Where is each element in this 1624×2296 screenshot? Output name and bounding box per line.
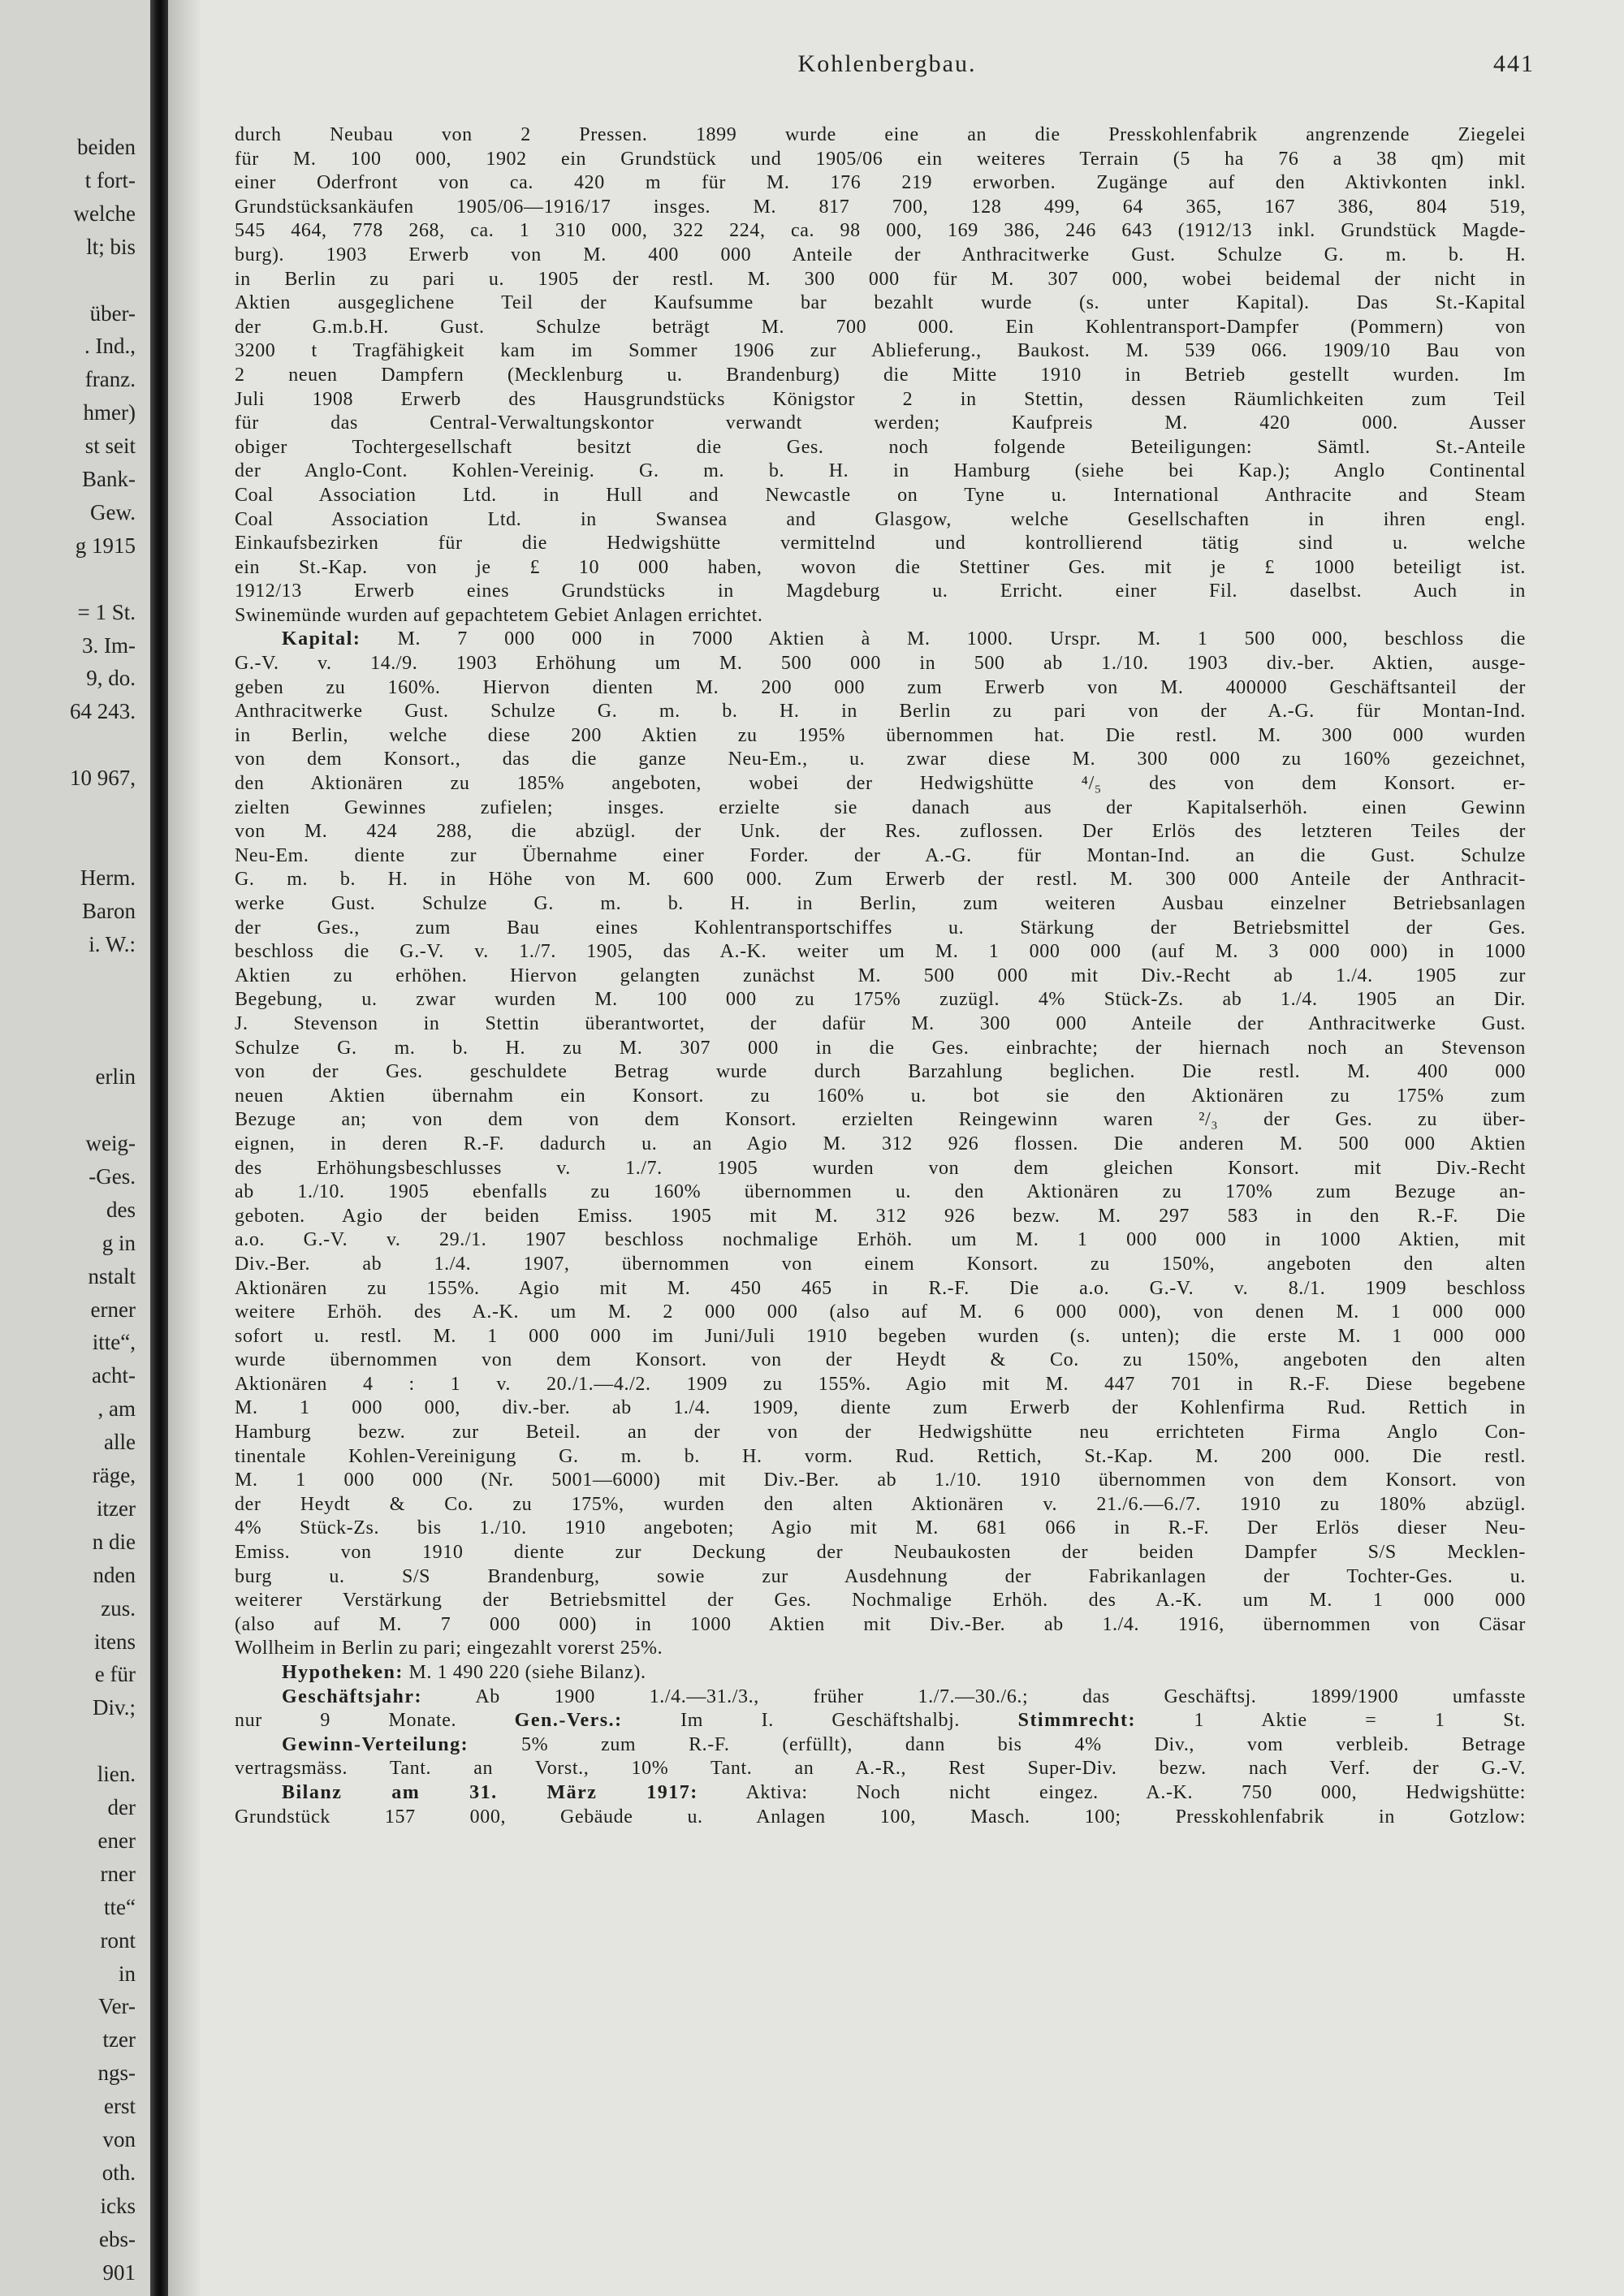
text-segment: 3200 t Tragfähigkeit kam im Sommer 1906 zur Ablieferung., Baukost. M. 539 066. 1909/10 Bau von xyxy=(235,340,1526,362)
section-heading: Geschäftsjahr: xyxy=(282,1685,422,1707)
left-page-line: oth. xyxy=(102,2160,136,2185)
text-segment: der G.m.b.H. Gust. Schulze beträgt M. 700 000. Ein Kohlentransport-Dampfer (Pommern) von xyxy=(235,316,1526,338)
section-heading: Kapital: xyxy=(282,628,361,650)
text-segment: Swinemünde wurden auf gepachtetem Gebiet Anlagen errichtet. xyxy=(235,604,763,626)
text-segment: geboten. Agio der beiden Emiss. 1905 mit M. 312 926 bezw. M. 297 583 in den R.-F. Die xyxy=(235,1205,1526,1227)
left-page-line: erst xyxy=(104,2094,136,2119)
text-segment: beschloss die G.-V. v. 1./7. 1905, das A.-K. weiter um M. 1 000 000 (auf M. 3 000 000) in 1000 xyxy=(235,941,1526,963)
left-page-line: ebs- xyxy=(99,2226,136,2251)
text-line xyxy=(235,1421,1526,1445)
text-segment: wurde übernommen von dem Konsort. von der Heydt & Co. zu 150%, angeboten den alten xyxy=(235,1349,1526,1371)
left-page-line: Gew. xyxy=(90,499,136,524)
text-line xyxy=(235,1637,1526,1661)
left-page-line: nden xyxy=(93,1562,136,1587)
text-line xyxy=(235,1757,1526,1781)
text-segment: 1912/13 Erwerb eines Grundstücks in Magdeburg u. Erricht. einer Fil. daselbst. Auch in xyxy=(235,580,1526,602)
book-gutter-shadow xyxy=(150,0,168,2296)
text-segment: Aktiva: Noch nicht eingez. A.-K. 750 000, Hedwigshütte: xyxy=(698,1781,1526,1803)
text-segment: weiterer Verstärkung der Betriebsmittel der Ges. Nochmalige Erhöh. des A.-K. um M. 1 000 000 xyxy=(235,1590,1526,1612)
text-line xyxy=(235,1301,1526,1325)
text-segment: burg u. S/S Brandenburg, sowie zur Ausdehnung der Fabrikanlagen der Tochter-Ges. u. xyxy=(235,1565,1526,1587)
text-segment: des Erhöhungsbeschlusses v. 1./7. 1905 wurden von dem gleichen Konsort. mit Div.-Recht xyxy=(235,1157,1526,1179)
left-page-line: e für xyxy=(94,1662,136,1687)
text-segment: von der Ges. geschuldete Betrag wurde durch Barzahlung beglichen. Die restl. M. 400 000 xyxy=(235,1061,1526,1083)
text-line xyxy=(235,1133,1526,1157)
left-page-line: des xyxy=(106,1197,136,1222)
left-page-line: räge, xyxy=(92,1463,136,1487)
left-page-line: 3. Im- xyxy=(82,632,136,658)
text-line xyxy=(235,196,1526,220)
text-segment: durch Neubau von 2 Pressen. 1899 wurde eine an die Presskohlenfabrik angrenzende Ziegelei xyxy=(235,124,1526,145)
left-page-line: Div.; xyxy=(93,1695,136,1720)
left-page-line: . Ind., xyxy=(84,334,136,359)
text-line xyxy=(235,1733,1526,1758)
text-line xyxy=(235,1157,1526,1181)
text-segment: den Aktionären zu 185% angeboten, wobei der Hedwigshütte ⁴/₅ des von dem Konsort. er- xyxy=(235,773,1526,795)
text-segment: Emiss. von 1910 diente zur Deckung der Neubaukosten der beiden Dampfer S/S Mecklen- xyxy=(235,1542,1526,1564)
text-line xyxy=(235,1541,1526,1565)
text-line xyxy=(235,268,1526,292)
text-line xyxy=(235,1661,1526,1685)
text-line xyxy=(235,1180,1526,1205)
section-heading: Gewinn-Verteilung: xyxy=(282,1733,469,1755)
text-segment: burg). 1903 Erwerb von M. 400 000 Anteile der Anthracitwerke Gust. Schulze G. m. b. H. xyxy=(235,244,1526,265)
text-line xyxy=(235,316,1526,340)
text-segment: M. 7 000 000 in 7000 Aktien à M. 1000. Urspr. M. 1 500 000, beschloss die xyxy=(361,628,1526,650)
left-page-line: lien. xyxy=(97,1762,136,1787)
left-page-line: in xyxy=(118,1961,136,1986)
left-page-line: erlin xyxy=(95,1064,136,1090)
text-segment: weitere Erhöh. des A.-K. um M. 2 000 000 (also auf M. 6 000 000), von denen M. 1 000 000 xyxy=(235,1301,1526,1323)
left-page-line: ener xyxy=(97,1828,136,1853)
text-line xyxy=(235,532,1526,556)
text-line xyxy=(235,1012,1526,1037)
text-segment: in Berlin zu pari u. 1905 der restl. M. 300 000 für M. 307 000, wobei beidemal der nicht in xyxy=(235,268,1526,290)
left-page-line: -Ges. xyxy=(89,1163,136,1189)
left-page-line: der xyxy=(107,1795,136,1819)
text-segment: (also auf M. 7 000 000) in 1000 Aktien mit Div.-Ber. ab 1./4. 1916, übernommen von Cäsar xyxy=(235,1613,1526,1635)
left-page-line: Ver- xyxy=(98,1994,136,2019)
left-page-line: welche xyxy=(73,201,136,226)
text-segment: der Ges., zum Bau eines Kohlentransportschiffes u. Stärkung der Betriebsmittel der Ges. xyxy=(235,917,1526,939)
text-segment: a.o. G.-V. v. 29./1. 1907 beschloss nochmalige Erhöh. um M. 1 000 000 in 1000 Aktien, mit xyxy=(235,1229,1526,1251)
left-page-line: icks xyxy=(100,2193,136,2218)
text-segment: zielten Gewinnes zufielen; insges. erzielte sie danach aus der Kapitalserhöh. einen Gewinn xyxy=(235,796,1526,818)
running-title: Kohlenbergbau. xyxy=(797,50,977,77)
text-line xyxy=(235,339,1526,364)
text-line xyxy=(235,796,1526,821)
text-segment: obiger Tochtergesellschaft besitzt die Ges. noch folgende Beteiligungen: Sämtl. St.-Anteile xyxy=(235,436,1526,458)
text-segment: 2 neuen Dampfern (Mecklenburg u. Brandenburg) die Mitte 1910 in Betrieb gestellt wurden. Im xyxy=(235,364,1526,386)
left-page-line: nstalt xyxy=(88,1263,136,1288)
left-page-line: 9, do. xyxy=(86,666,136,691)
left-page-line: acht- xyxy=(92,1363,136,1388)
text-line xyxy=(235,652,1526,676)
left-page-line: ngs- xyxy=(97,2061,136,2086)
text-line xyxy=(235,1493,1526,1517)
text-line xyxy=(235,1108,1526,1133)
text-segment: neuen Aktien übernahm ein Konsort. zu 160% u. bot sie den Aktionären zu 175% zum xyxy=(235,1085,1526,1107)
left-page-line: st seit xyxy=(84,434,136,459)
text-line xyxy=(235,1373,1526,1397)
body-text xyxy=(235,123,1526,1829)
text-line xyxy=(235,1060,1526,1085)
text-segment: Coal Association Ltd. in Hull and Newcastle on Tyne u. International Anthracite and Steam xyxy=(235,484,1526,506)
text-line xyxy=(235,556,1526,580)
left-page-line: ront xyxy=(100,1927,136,1953)
text-segment: der Heydt & Co. zu 175%, wurden den alten Aktionären v. 21./6.—6./7. 1910 zu 180% abzügl. xyxy=(235,1493,1526,1515)
text-segment: Div.-Ber. ab 1./4. 1907, übernommen von einem Konsort. zu 150%, angeboten den alten xyxy=(235,1253,1526,1275)
text-line xyxy=(235,412,1526,436)
text-line xyxy=(235,1806,1526,1830)
text-line xyxy=(235,748,1526,772)
left-page-line: über- xyxy=(89,300,136,326)
text-segment: Bezuge an; von dem von dem Konsort. erzielten Reingewinn waren ²/₃ der Ges. zu über- xyxy=(235,1109,1526,1131)
left-page-line: itzer xyxy=(97,1495,136,1521)
text-line xyxy=(235,1613,1526,1638)
text-line xyxy=(235,364,1526,388)
text-segment: von dem Konsort., das die ganze Neu-Em., u. zwar diese M. 300 000 zu 160% gezeichnet, xyxy=(235,749,1526,770)
text-line xyxy=(235,1396,1526,1421)
text-segment: ab 1./10. 1905 ebenfalls zu 160% übernommen u. den Aktionären zu 170% zum Bezuge an- xyxy=(235,1181,1526,1203)
left-page-line: Bank- xyxy=(82,467,136,491)
text-line xyxy=(235,1685,1526,1710)
text-segment: geben zu 160%. Hiervon dienten M. 200 000 zum Erwerb von M. 400000 Geschäftsanteil der xyxy=(235,676,1526,698)
left-page-line: erner xyxy=(90,1297,136,1322)
left-page-line: rner xyxy=(100,1861,136,1886)
text-line xyxy=(235,244,1526,268)
text-line xyxy=(235,772,1526,796)
text-line xyxy=(235,868,1526,892)
running-header xyxy=(240,50,1535,83)
text-segment: für das Central-Verwaltungskontor verwandt werden; Kaufpreis M. 420 000. Ausser xyxy=(235,412,1526,434)
text-line xyxy=(235,1469,1526,1493)
text-line xyxy=(235,460,1526,484)
text-line xyxy=(235,940,1526,965)
text-segment: J. Stevenson in Stettin überantwortet, der dafür M. 300 000 Anteile der Anthracitwerke Gust. xyxy=(235,1012,1526,1034)
text-line xyxy=(235,1565,1526,1590)
left-page-line: alle xyxy=(104,1430,136,1455)
text-segment: M. 1 490 220 (siehe Bilanz). xyxy=(403,1662,646,1683)
text-line xyxy=(235,580,1526,604)
text-segment: 5% zum R.-F. (erfüllt), dann bis 4% Div., vom verbleib. Betrage xyxy=(469,1733,1526,1755)
text-segment: eignen, in deren R.-F. dadurch u. an Agio M. 312 926 flossen. Die anderen M. 500 000 Aktien xyxy=(235,1133,1526,1154)
text-line xyxy=(235,965,1526,989)
text-line xyxy=(235,892,1526,917)
text-segment: 4% Stück-Zs. bis 1./10. 1910 angeboten; Agio mit M. 681 066 in R.-F. Der Erlös dieser Neu- xyxy=(235,1517,1526,1539)
text-line xyxy=(235,123,1526,148)
text-line xyxy=(235,820,1526,844)
text-segment: einer Oderfront von ca. 420 m für M. 176 219 erworben. Zugänge auf den Aktivkonten inkl. xyxy=(235,172,1526,194)
text-segment: Grundstücksankäufen 1905/06—1916/17 insges. M. 817 700, 128 499, 64 365, 167 386, 804 519, xyxy=(235,196,1526,218)
text-line xyxy=(235,171,1526,196)
left-page-line: 901 xyxy=(102,2259,136,2285)
text-line xyxy=(235,676,1526,701)
text-segment: Grundstück 157 000, Gebäude u. Anlagen 100, Masch. 100; Presskohlenfabrik in Gotzlow: xyxy=(235,1806,1526,1828)
text-segment: für M. 100 000, 1902 ein Grundstück und 1905/06 ein weiteres Terrain (5 ha 76 a 38 qm) mit xyxy=(235,148,1526,170)
text-segment: Einkaufsbezirken für die Hedwigshütte vermittelnd und kontrollierend tätig sind u. welche xyxy=(235,533,1526,555)
text-line xyxy=(235,388,1526,412)
left-page-line: Herm. xyxy=(80,865,136,890)
text-segment: G. m. b. H. in Höhe von M. 600 000. Zum Erwerb der restl. M. 300 000 Anteile der Anthracit- xyxy=(235,869,1526,891)
section-heading: Bilanz am 31. März 1917: xyxy=(282,1781,698,1803)
text-segment: der Anglo-Cont. Kohlen-Vereinig. G. m. b. H. in Hamburg (siehe bei Kap.); Anglo Continental xyxy=(235,460,1526,482)
text-segment: Aktien ausgeglichene Teil der Kaufsumme bar bezahlt wurde (s. unter Kapital). Das St.-Kapital xyxy=(235,292,1526,314)
text-segment: ein St.-Kap. von je £ 10 000 haben, wovon die Stettiner Ges. mit je £ 1000 beteiligt ist. xyxy=(235,556,1526,578)
left-page-line: von xyxy=(102,2127,136,2151)
text-segment: Hamburg bezw. zur Beteil. an der von der Hedwigshütte neu errichteten Firma Anglo Con- xyxy=(235,1422,1526,1444)
text-segment: nur 9 Monate. xyxy=(235,1710,515,1732)
left-page-line: Baron xyxy=(82,898,136,923)
text-line xyxy=(235,604,1526,628)
text-line xyxy=(235,1277,1526,1301)
text-segment: sofort u. restl. M. 1 000 000 im Juni/Juli 1910 begeben wurden (s. unten); die erste M. 1 000 000 xyxy=(235,1325,1526,1347)
text-line xyxy=(235,1085,1526,1109)
left-page-line: tte“ xyxy=(104,1894,136,1919)
text-line xyxy=(235,628,1526,652)
left-page-line: g 1915 xyxy=(75,533,136,558)
text-line xyxy=(235,1589,1526,1613)
left-page-line: , am xyxy=(97,1396,136,1422)
text-segment: 545 464, 778 268, ca. 1 310 000, 322 224, ca. 98 000, 169 386, 246 643 (1912/13 inkl. Grundstück Magde- xyxy=(235,220,1526,242)
section-heading: Hypotheken: xyxy=(282,1662,404,1683)
left-page-line: itte“, xyxy=(92,1330,136,1355)
left-page-line: tzer xyxy=(102,2027,136,2052)
text-segment: Begebung, u. zwar wurden M. 100 000 zu 175% zuzügl. 4% Stück-Zs. ab 1./4. 1905 an Dir. xyxy=(235,989,1526,1011)
text-segment: werke Gust. Schulze G. m. b. H. in Berlin, zum weiteren Ausbau einzelner Betriebsanlagen xyxy=(235,893,1526,914)
text-segment: Anthracitwerke Gust. Schulze G. m. b. H. in Berlin zu pari von der A.-G. für Montan-Ind. xyxy=(235,701,1526,723)
text-segment: Neu-Em. diente zur Übernahme einer Forder. der A.-G. für Montan-Ind. an die Gust. Schulze xyxy=(235,844,1526,866)
text-line xyxy=(235,700,1526,724)
text-segment: G.-V. v. 14./9. 1903 Erhöhung um M. 500 000 in 500 ab 1./10. 1903 div.-ber. Aktien, ausge- xyxy=(235,653,1526,675)
section-heading: Stimmrecht: xyxy=(1017,1710,1136,1732)
text-segment: Coal Association Ltd. in Swansea and Glasgow, welche Gesellschaften in ihren engl. xyxy=(235,508,1526,530)
text-line xyxy=(235,988,1526,1012)
left-page-line: i. W.: xyxy=(89,931,136,956)
text-line xyxy=(235,1037,1526,1061)
text-line xyxy=(235,1228,1526,1253)
section-heading: Gen.-Vers.: xyxy=(514,1710,623,1732)
text-line xyxy=(235,148,1526,172)
text-line xyxy=(235,1517,1526,1541)
left-page-line: franz. xyxy=(84,367,136,392)
text-segment: Wollheim in Berlin zu pari; eingezahlt vorerst 25%. xyxy=(235,1638,663,1659)
text-line xyxy=(235,1325,1526,1349)
text-segment: Im I. Geschäftshalbj. xyxy=(622,1710,1018,1732)
text-line xyxy=(235,1349,1526,1373)
text-line xyxy=(235,484,1526,508)
text-segment: vertragsmäss. Tant. an Vorst., 10% Tant. an A.-R., Rest Super-Div. bezw. nach Verf. der G.-V. xyxy=(235,1758,1526,1780)
text-line xyxy=(235,917,1526,941)
main-page xyxy=(201,0,1624,2296)
left-page-line: lt; bis xyxy=(86,234,136,259)
page-number: 441 xyxy=(1493,50,1535,77)
book-gutter-fade xyxy=(168,0,201,2296)
text-line xyxy=(235,291,1526,316)
left-page-line: weig- xyxy=(85,1131,136,1155)
left-page-line: 64 243. xyxy=(70,699,136,724)
text-line xyxy=(235,844,1526,869)
text-segment: M. 1 000 000 (Nr. 5001—6000) mit Div.-Ber. ab 1./10. 1910 übernommen von dem Konsort. von xyxy=(235,1470,1526,1491)
text-segment: 1 Aktie = 1 St. xyxy=(1135,1710,1526,1732)
text-segment: Schulze G. m. b. H. zu M. 307 000 in die Ges. einbrachte; der hiernach noch an Stevenson xyxy=(235,1037,1526,1059)
text-segment: M. 1 000 000, div.-ber. ab 1./4. 1909, diente zum Erwerb der Kohlenfirma Rud. Rettich in xyxy=(235,1397,1526,1419)
left-page-line: hmer) xyxy=(83,400,136,425)
left-page-line: n die xyxy=(92,1529,136,1554)
left-page-line: g in xyxy=(102,1230,136,1255)
text-line xyxy=(235,219,1526,244)
left-page-line: = 1 St. xyxy=(77,599,136,624)
text-line xyxy=(235,724,1526,749)
text-line xyxy=(235,1445,1526,1470)
left-page-line: t fort- xyxy=(84,167,136,192)
text-segment: Aktionären zu 155%. Agio mit M. 450 465 in R.-F. Die a.o. G.-V. v. 8./1. 1909 beschloss xyxy=(235,1277,1526,1299)
text-segment: in Berlin, welche diese 200 Aktien zu 195% übernommen hat. Die restl. M. 300 000 wurden xyxy=(235,724,1526,746)
left-page-line: itens xyxy=(94,1629,136,1654)
text-line xyxy=(235,1709,1526,1733)
text-segment: Juli 1908 Erwerb des Hausgrundstücks Königstor 2 in Stettin, dessen Räumlichkeiten zum Teil xyxy=(235,388,1526,410)
left-page-fragment xyxy=(0,0,150,2296)
text-line xyxy=(235,1253,1526,1277)
text-segment: Aktien zu erhöhen. Hiervon gelangten zunächst M. 500 000 mit Div.-Recht ab 1./4. 1905 zur xyxy=(235,965,1526,986)
text-line xyxy=(235,508,1526,533)
text-line xyxy=(235,1781,1526,1806)
text-segment: von M. 424 288, die abzügl. der Unk. der Res. zuflossen. Der Erlös des letzteren Teiles der xyxy=(235,821,1526,843)
left-page-line: beiden xyxy=(77,135,136,159)
text-line xyxy=(235,436,1526,460)
text-segment: Aktionären 4 : 1 v. 20./1.—4./2. 1909 zu 155%. Agio mit M. 447 701 in R.-F. Diese begebene xyxy=(235,1373,1526,1395)
left-page-line: 10 967, xyxy=(70,766,136,791)
left-page-line: zus. xyxy=(101,1595,136,1621)
text-segment: Ab 1900 1./4.—31./3., früher 1./7.—30./6.; das Geschäftsj. 1899/1900 umfasste xyxy=(421,1685,1526,1707)
text-segment: tinentale Kohlen-Vereinigung G. m. b. H. vorm. Rud. Rettich, St.-Kap. M. 200 000. Die restl. xyxy=(235,1445,1526,1467)
text-line xyxy=(235,1205,1526,1229)
